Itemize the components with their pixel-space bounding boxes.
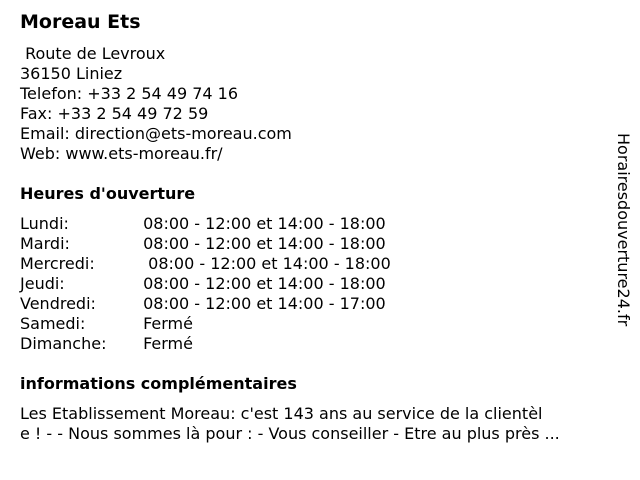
day-hours: 08:00 - 12:00 et 14:00 - 18:00	[138, 254, 391, 273]
day-hours: 08:00 - 12:00 et 14:00 - 18:00	[138, 234, 386, 253]
business-name: Moreau Ets	[20, 11, 141, 33]
day-label: Dimanche:	[20, 334, 107, 353]
email-address: Email: direction@ets-moreau.com	[20, 124, 292, 143]
day-hours: 08:00 - 12:00 et 14:00 - 18:00	[138, 274, 386, 293]
address-line-1: Route de Levroux	[20, 44, 166, 63]
hours-row-thursday	[20, 274, 391, 294]
phone-number: Telefon: +33 2 54 49 74 16	[20, 84, 239, 103]
hours-row-saturday	[20, 314, 391, 334]
hours-table	[20, 214, 391, 354]
day-label: Mardi:	[20, 234, 70, 253]
day-label: Samedi:	[20, 314, 86, 333]
info-line-1: Les Etablissement Moreau: c'est 143 ans au service de la clientèl	[20, 404, 543, 423]
day-hours: Fermé	[138, 334, 193, 353]
hours-row-sunday	[20, 334, 391, 354]
info-heading: informations complémentaires	[20, 374, 297, 393]
website: Web: www.ets-moreau.fr/	[20, 144, 223, 163]
hours-row-friday	[20, 294, 391, 314]
hours-heading: Heures d'ouverture	[20, 184, 196, 203]
day-label: Vendredi:	[20, 294, 96, 313]
watermark: Horairesdouverture24.fr	[614, 133, 633, 327]
info-description	[20, 404, 620, 444]
day-hours: 08:00 - 12:00 et 14:00 - 17:00	[138, 294, 386, 313]
hours-row-monday	[20, 214, 391, 234]
day-label: Lundi:	[20, 214, 69, 233]
day-hours: Fermé	[138, 314, 193, 333]
hours-row-wednesday	[20, 254, 391, 274]
fax-number: Fax: +33 2 54 49 72 59	[20, 104, 209, 123]
info-line-2: e ! - - Nous sommes là pour : - Vous conseiller - Etre au plus près ...	[20, 424, 560, 443]
day-label: Jeudi:	[20, 274, 65, 293]
day-label: Mercredi:	[20, 254, 95, 273]
hours-row-tuesday	[20, 234, 391, 254]
day-hours: 08:00 - 12:00 et 14:00 - 18:00	[138, 214, 386, 233]
address-line-2: 36150 Liniez	[20, 64, 123, 83]
contact-block	[20, 44, 292, 164]
